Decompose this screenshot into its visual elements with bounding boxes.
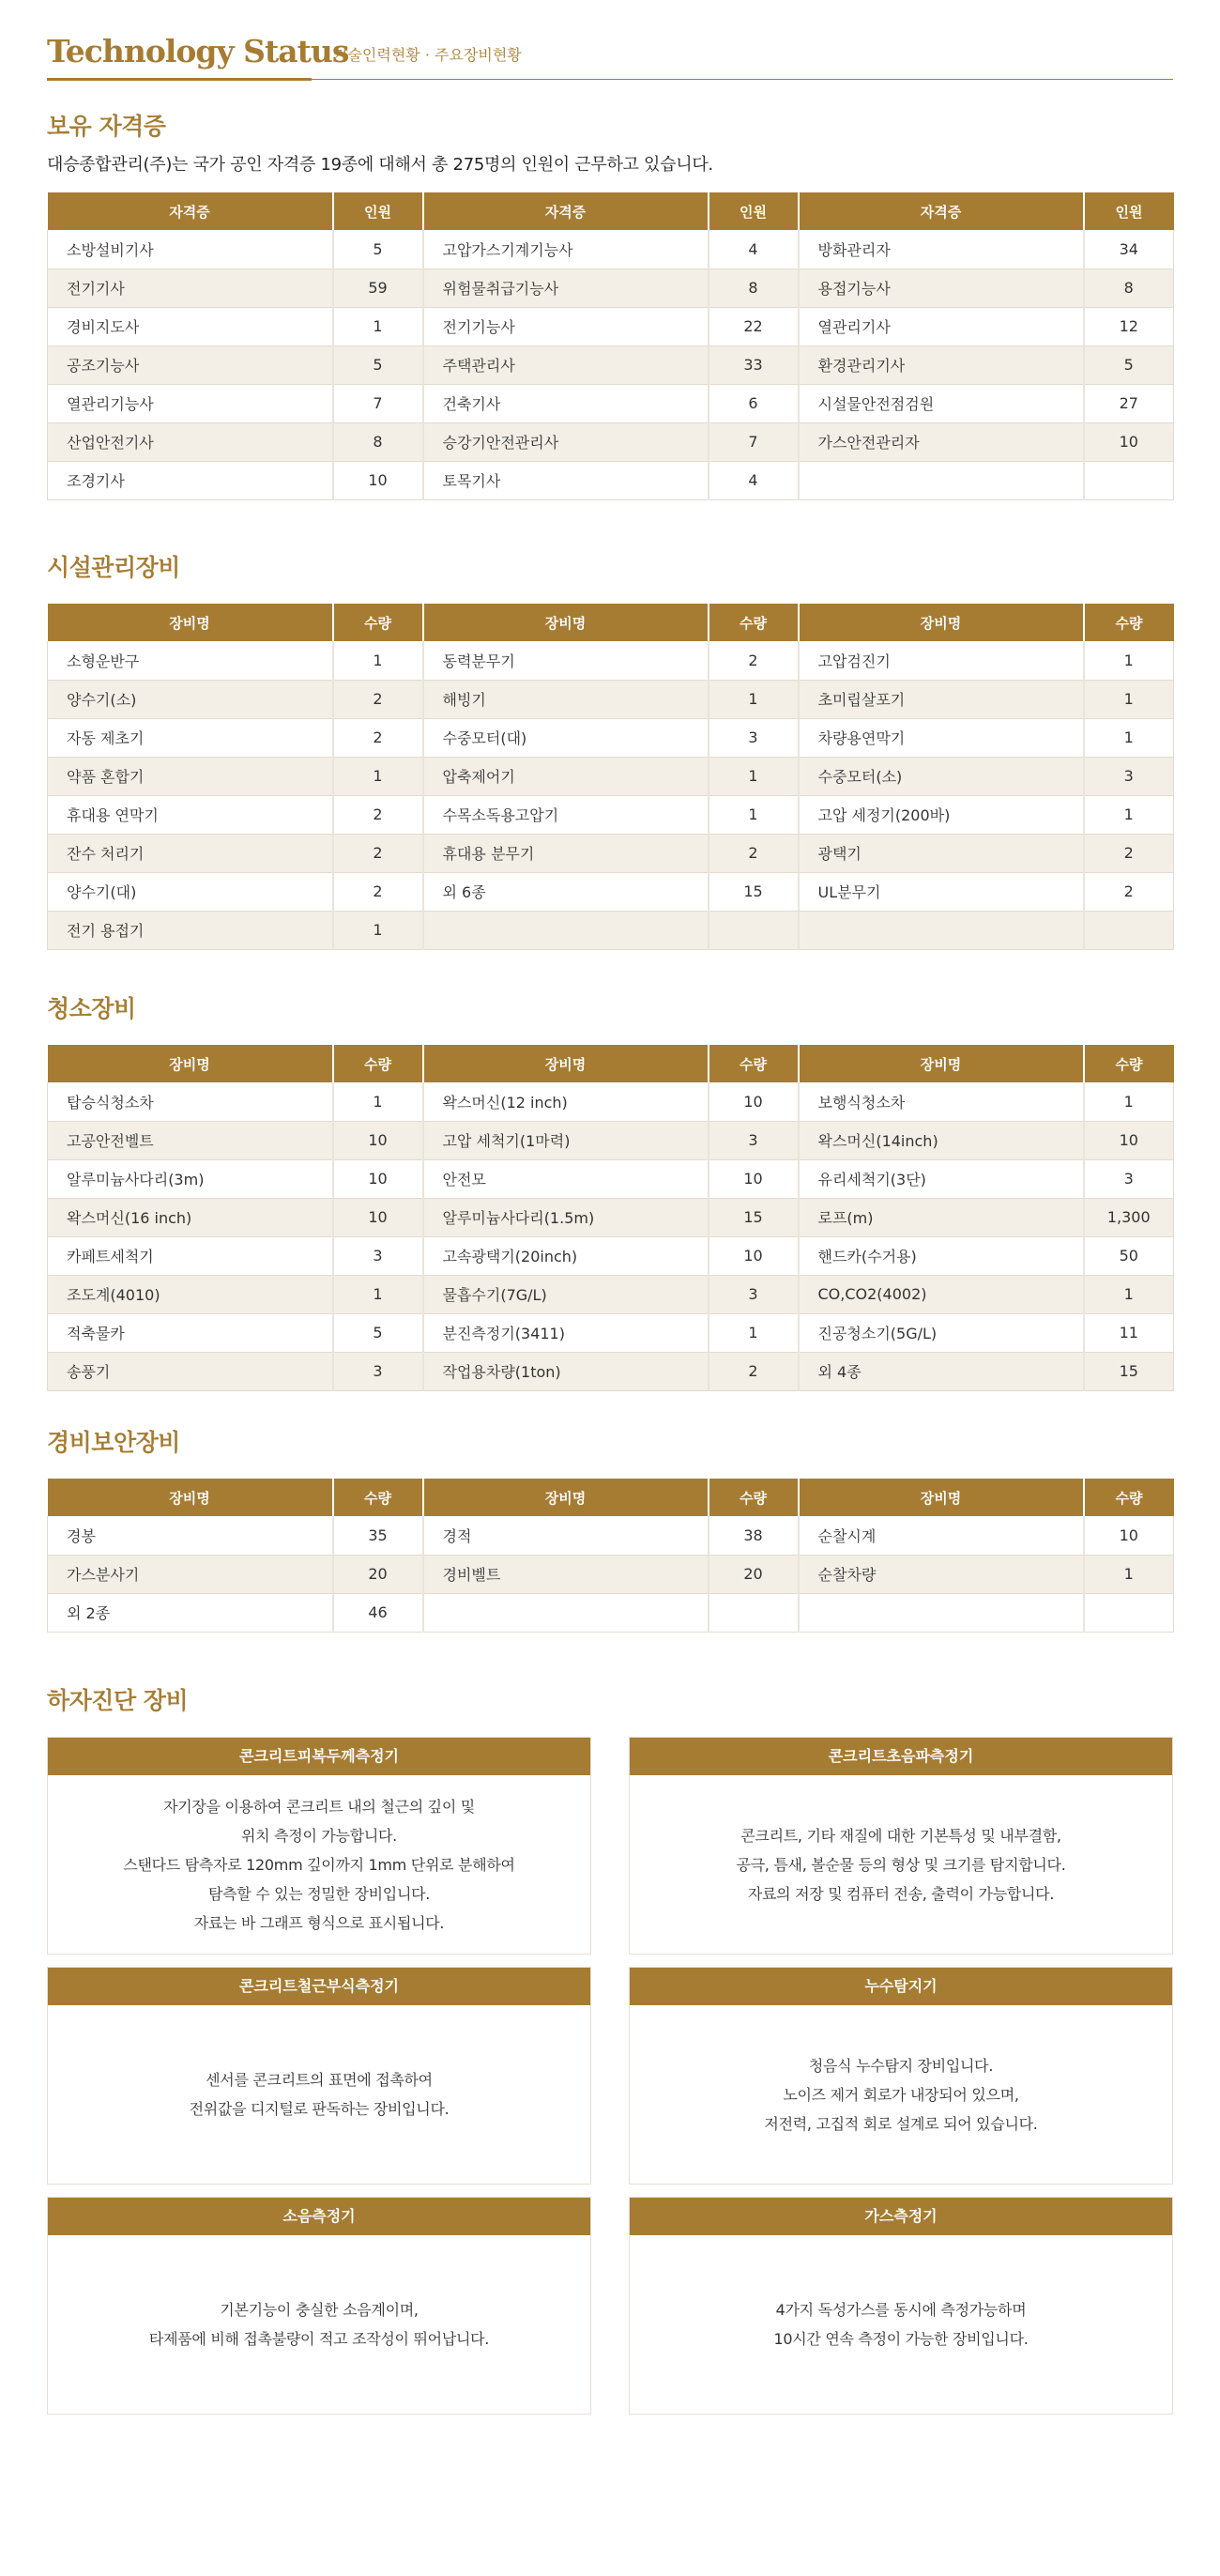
item-name-cell: 조도계(4010) <box>48 1275 333 1313</box>
column-header-name: 장비명 <box>799 1045 1084 1082</box>
card-text-line: 공극, 틈새, 볼순물 등의 형상 및 크기를 탐지합니다. <box>736 1855 1066 1874</box>
column-header-name: 자격증 <box>423 192 709 230</box>
table-row <box>48 422 1174 461</box>
item-count-cell: 5 <box>1084 345 1174 384</box>
item-name-cell: 소방설비기사 <box>48 230 333 268</box>
table-row <box>48 1275 1174 1313</box>
item-count-cell: 1 <box>1084 1555 1174 1593</box>
item-name-cell: 알루미늄사다리(1.5m) <box>423 1198 709 1236</box>
item-count-cell: 3 <box>709 1275 799 1313</box>
item-count-cell: 8 <box>1084 268 1174 307</box>
cert-section <box>47 108 1173 500</box>
column-header-count: 수량 <box>333 604 423 641</box>
table-row <box>48 1555 1174 1593</box>
diagnosis-card <box>629 2197 1173 2415</box>
item-name-cell: 압축제어기 <box>423 757 709 795</box>
item-name-cell: 수중모터(소) <box>799 757 1084 795</box>
item-count-cell: 2 <box>709 641 799 680</box>
card-title: 가스측정기 <box>630 2198 1172 2235</box>
item-count-cell: 5 <box>333 345 423 384</box>
item-name-cell: 로프(m) <box>799 1198 1084 1236</box>
diagnosis-card <box>629 1737 1173 1955</box>
item-count-cell: 2 <box>333 718 423 757</box>
table-row <box>48 345 1174 384</box>
item-name-cell: 고압 세정기(200바) <box>799 795 1084 834</box>
diagnosis-card <box>47 2197 591 2415</box>
page-subtitle: 기술인력현황 · 주요장비현황 <box>333 46 522 64</box>
table-row <box>48 461 1174 499</box>
item-name-cell: 고압 세척기(1마력) <box>423 1121 709 1159</box>
card-text-line: 센서를 콘크리트의 표면에 접촉하여 <box>206 2071 433 2089</box>
column-header-name: 장비명 <box>423 1045 709 1082</box>
card-title: 누수탐지기 <box>630 1968 1172 2005</box>
table-row <box>48 872 1174 911</box>
item-name-cell: 전기 용접기 <box>48 911 333 949</box>
section-title: 청소장비 <box>47 995 136 1022</box>
table-row <box>48 1516 1174 1555</box>
item-count-cell: 2 <box>1084 872 1174 911</box>
table-row <box>48 641 1174 680</box>
facility-table <box>47 604 1174 950</box>
facility-section <box>47 549 1173 950</box>
item-count-cell: 35 <box>333 1516 423 1555</box>
item-name-cell: 소형운반구 <box>48 641 333 680</box>
item-name-cell: 탑승식청소차 <box>48 1082 333 1121</box>
table-row <box>48 1159 1174 1198</box>
card-text-line: 자기장을 이용하여 콘크리트 내의 철근의 깊이 및 <box>163 1797 475 1816</box>
item-count-cell: 10 <box>1084 422 1174 461</box>
item-count-cell: 20 <box>709 1555 799 1593</box>
item-name-cell: 경적 <box>423 1516 709 1555</box>
item-count-cell: 10 <box>1084 1516 1174 1555</box>
item-name-cell: 안전모 <box>423 1159 709 1198</box>
card-text-line: 타제품에 비해 접촉불량이 적고 조작성이 뛰어납니다. <box>148 2330 490 2348</box>
item-name-cell: 토목기사 <box>423 461 709 499</box>
item-count-cell: 8 <box>333 422 423 461</box>
item-count-cell: 1 <box>709 757 799 795</box>
card-body <box>630 2235 1172 2414</box>
item-name-cell: 잔수 처리기 <box>48 834 333 872</box>
item-name-cell: 경비벨트 <box>423 1555 709 1593</box>
table-row <box>48 1198 1174 1236</box>
column-header-name: 장비명 <box>48 1479 333 1516</box>
item-count-cell: 1 <box>333 1275 423 1313</box>
item-name-cell: 수목소독용고압기 <box>423 795 709 834</box>
item-count-cell <box>1084 911 1174 949</box>
item-count-cell: 1 <box>1084 718 1174 757</box>
item-name-cell: 주택관리사 <box>423 345 709 384</box>
item-name-cell: 외 4종 <box>799 1352 1084 1390</box>
item-count-cell: 5 <box>333 230 423 268</box>
title-underline <box>47 78 312 81</box>
item-name-cell: 용접기능사 <box>799 268 1084 307</box>
item-count-cell: 1 <box>709 680 799 718</box>
item-count-cell: 46 <box>333 1593 423 1632</box>
item-name-cell: 가스안전관리자 <box>799 422 1084 461</box>
item-count-cell: 6 <box>709 384 799 422</box>
item-count-cell: 1 <box>333 911 423 949</box>
diagnosis-card <box>47 1737 591 1955</box>
card-text-line: 스탠다드 탐측자로 120mm 깊이까지 1mm 단위로 분해하여 <box>123 1855 515 1874</box>
table-row <box>48 1313 1174 1352</box>
item-count-cell: 10 <box>333 461 423 499</box>
table-header-row <box>48 1479 1174 1516</box>
item-count-cell: 7 <box>709 422 799 461</box>
item-name-cell: 휴대용 분무기 <box>423 834 709 872</box>
item-count-cell: 7 <box>333 384 423 422</box>
item-count-cell: 10 <box>709 1082 799 1121</box>
column-header-name: 장비명 <box>423 1479 709 1516</box>
card-body <box>48 1775 590 1954</box>
item-count-cell: 38 <box>709 1516 799 1555</box>
item-count-cell: 10 <box>1084 1121 1174 1159</box>
security-table <box>47 1479 1174 1633</box>
item-name-cell: 전기기능사 <box>423 307 709 345</box>
item-name-cell: 동력분무기 <box>423 641 709 680</box>
cleaning-table <box>47 1045 1174 1391</box>
card-title: 콘크리트철근부식측정기 <box>48 1968 590 2005</box>
item-count-cell: 1 <box>709 795 799 834</box>
item-count-cell: 34 <box>1084 230 1174 268</box>
item-count-cell: 10 <box>333 1198 423 1236</box>
column-header-name: 자격증 <box>48 192 333 230</box>
item-count-cell: 1 <box>1084 1275 1174 1313</box>
item-name-cell: 왁스머신(16 inch) <box>48 1198 333 1236</box>
page-title: Technology Status <box>47 33 349 69</box>
table-row <box>48 718 1174 757</box>
item-count-cell: 2 <box>333 680 423 718</box>
item-name-cell: 열관리기사 <box>799 307 1084 345</box>
item-count-cell: 5 <box>333 1313 423 1352</box>
item-count-cell: 15 <box>709 872 799 911</box>
item-name-cell: 왁스머신(12 inch) <box>423 1082 709 1121</box>
section-description: 대승종합관리(주)는 국가 공인 자격증 19종에 대해서 총 275명의 인원이 근무하고 있습니다. <box>47 155 713 175</box>
item-name-cell: 양수기(대) <box>48 872 333 911</box>
diagnosis-card <box>629 1967 1173 2185</box>
table-row <box>48 1352 1174 1390</box>
item-name-cell: 작업용차량(1ton) <box>423 1352 709 1390</box>
column-header-count: 인원 <box>1084 192 1174 230</box>
card-text-line: 4가지 독성가스를 동시에 측정가능하며 <box>775 2301 1027 2319</box>
item-name-cell: 유리세척기(3단) <box>799 1159 1084 1198</box>
item-name-cell: 분진측정기(3411) <box>423 1313 709 1352</box>
item-count-cell: 20 <box>333 1555 423 1593</box>
column-header-count: 수량 <box>1084 604 1174 641</box>
table-row <box>48 230 1174 268</box>
item-name-cell: 차량용연막기 <box>799 718 1084 757</box>
item-count-cell: 59 <box>333 268 423 307</box>
item-name-cell: 열관리기능사 <box>48 384 333 422</box>
item-count-cell: 22 <box>709 307 799 345</box>
item-name-cell <box>423 911 709 949</box>
column-header-count: 수량 <box>333 1479 423 1516</box>
item-count-cell: 1 <box>333 307 423 345</box>
table-row <box>48 795 1174 834</box>
column-header-count: 인원 <box>333 192 423 230</box>
item-name-cell: 경봉 <box>48 1516 333 1555</box>
item-name-cell: 방화관리자 <box>799 230 1084 268</box>
item-name-cell: 전기기사 <box>48 268 333 307</box>
item-count-cell: 4 <box>709 461 799 499</box>
card-text-line: 자료는 바 그래프 형식으로 표시됩니다. <box>193 1913 445 1932</box>
item-name-cell: 산업안전기사 <box>48 422 333 461</box>
item-count-cell <box>1084 461 1174 499</box>
item-count-cell <box>709 911 799 949</box>
diagnosis-card <box>47 1967 591 2185</box>
item-count-cell: 1,300 <box>1084 1198 1174 1236</box>
card-body <box>630 2005 1172 2184</box>
item-name-cell: 보행식청소차 <box>799 1082 1084 1121</box>
section-title: 보유 자격증 <box>47 113 166 140</box>
item-name-cell <box>799 461 1084 499</box>
column-header-count: 수량 <box>709 604 799 641</box>
item-count-cell: 2 <box>333 834 423 872</box>
security-section <box>47 1424 1173 1633</box>
item-name-cell: 수중모터(대) <box>423 718 709 757</box>
item-name-cell: 약품 혼합기 <box>48 757 333 795</box>
item-name-cell: 알루미늄사다리(3m) <box>48 1159 333 1198</box>
item-count-cell: 1 <box>1084 1082 1174 1121</box>
column-header-name: 장비명 <box>799 1479 1084 1516</box>
item-count-cell: 33 <box>709 345 799 384</box>
item-count-cell: 12 <box>1084 307 1174 345</box>
card-body <box>48 2005 590 2184</box>
item-count-cell: 3 <box>709 718 799 757</box>
column-header-name: 장비명 <box>48 1045 333 1082</box>
table-header-row <box>48 1045 1174 1082</box>
table-row <box>48 834 1174 872</box>
item-name-cell: 카페트세척기 <box>48 1236 333 1275</box>
item-name-cell: 순찰차량 <box>799 1555 1084 1593</box>
column-header-count: 수량 <box>709 1479 799 1516</box>
card-text-line: 노이즈 제거 회로가 내장되어 있으며, <box>783 2085 1019 2104</box>
column-header-count: 수량 <box>1084 1045 1174 1082</box>
item-count-cell: 1 <box>1084 641 1174 680</box>
page-header <box>47 28 1173 80</box>
item-name-cell: 고압검진기 <box>799 641 1084 680</box>
table-row <box>48 268 1174 307</box>
item-name-cell: 외 6종 <box>423 872 709 911</box>
card-body <box>630 1775 1172 1954</box>
table-row <box>48 911 1174 949</box>
diagnosis-section <box>47 1682 1173 1716</box>
item-count-cell: 2 <box>709 834 799 872</box>
card-body <box>48 2235 590 2414</box>
item-name-cell: 가스분사기 <box>48 1555 333 1593</box>
card-text-line: 저전력, 고집적 회로 설계로 되어 있습니다. <box>764 2114 1038 2133</box>
column-header-count: 인원 <box>709 192 799 230</box>
item-count-cell: 2 <box>333 795 423 834</box>
table-row <box>48 384 1174 422</box>
section-title: 경비보안장비 <box>47 1429 180 1456</box>
item-count-cell: 1 <box>1084 795 1174 834</box>
item-name-cell: 고압가스기계기능사 <box>423 230 709 268</box>
item-count-cell: 27 <box>1084 384 1174 422</box>
column-header-count: 수량 <box>709 1045 799 1082</box>
item-name-cell <box>799 1593 1084 1632</box>
section-title: 하자진단 장비 <box>47 1687 189 1714</box>
item-count-cell: 3 <box>1084 757 1174 795</box>
item-count-cell: 50 <box>1084 1236 1174 1275</box>
item-count-cell: 1 <box>1084 680 1174 718</box>
item-count-cell: 15 <box>709 1198 799 1236</box>
item-name-cell: 초미립살포기 <box>799 680 1084 718</box>
item-name-cell: 적축물카 <box>48 1313 333 1352</box>
item-count-cell: 8 <box>709 268 799 307</box>
item-count-cell: 10 <box>709 1236 799 1275</box>
item-name-cell: 고속광택기(20inch) <box>423 1236 709 1275</box>
item-name-cell: 환경관리기사 <box>799 345 1084 384</box>
item-name-cell: 해빙기 <box>423 680 709 718</box>
card-title: 콘크리트피복두께측정기 <box>48 1738 590 1775</box>
item-count-cell: 10 <box>333 1121 423 1159</box>
item-name-cell <box>423 1593 709 1632</box>
table-row <box>48 680 1174 718</box>
item-count-cell: 1 <box>333 1082 423 1121</box>
cert-table <box>47 192 1174 500</box>
item-count-cell: 2 <box>709 1352 799 1390</box>
item-name-cell: 승강기안전관리사 <box>423 422 709 461</box>
section-title: 시설관리장비 <box>47 554 180 581</box>
item-name-cell: 핸드카(수거용) <box>799 1236 1084 1275</box>
table-row <box>48 757 1174 795</box>
item-count-cell <box>709 1593 799 1632</box>
item-name-cell: 물흡수기(7G/L) <box>423 1275 709 1313</box>
item-name-cell: 송풍기 <box>48 1352 333 1390</box>
table-row <box>48 1082 1174 1121</box>
item-count-cell: 1 <box>333 641 423 680</box>
column-header-count: 수량 <box>333 1045 423 1082</box>
table-row <box>48 1121 1174 1159</box>
item-name-cell: 양수기(소) <box>48 680 333 718</box>
item-name-cell: 자동 제초기 <box>48 718 333 757</box>
column-header-name: 자격증 <box>799 192 1084 230</box>
item-name-cell: 건축기사 <box>423 384 709 422</box>
item-count-cell: 15 <box>1084 1352 1174 1390</box>
column-header-name: 장비명 <box>423 604 709 641</box>
cleaning-section <box>47 990 1173 1391</box>
table-header-row <box>48 192 1174 230</box>
item-name-cell: 진공청소기(5G/L) <box>799 1313 1084 1352</box>
item-name-cell: 광택기 <box>799 834 1084 872</box>
column-header-name: 장비명 <box>799 604 1084 641</box>
item-count-cell: 10 <box>333 1159 423 1198</box>
item-name-cell: 고공안전벨트 <box>48 1121 333 1159</box>
card-title: 소음측정기 <box>48 2198 590 2235</box>
card-text-line: 콘크리트, 기타 재질에 대한 기본특성 및 내부결함, <box>740 1826 1061 1845</box>
item-count-cell: 4 <box>709 230 799 268</box>
item-count-cell: 10 <box>709 1159 799 1198</box>
column-header-name: 장비명 <box>48 604 333 641</box>
item-count-cell: 2 <box>1084 834 1174 872</box>
item-name-cell: 시설물안전점검원 <box>799 384 1084 422</box>
item-count-cell <box>1084 1593 1174 1632</box>
item-name-cell: 경비지도사 <box>48 307 333 345</box>
item-name-cell: 순찰시계 <box>799 1516 1084 1555</box>
item-count-cell: 1 <box>333 757 423 795</box>
item-name-cell: CO,CO2(4002) <box>799 1275 1084 1313</box>
item-name-cell: 위험물취급기능사 <box>423 268 709 307</box>
item-count-cell: 3 <box>333 1352 423 1390</box>
page-wrapper <box>47 28 1173 2348</box>
table-row <box>48 1593 1174 1632</box>
item-name-cell: 조경기사 <box>48 461 333 499</box>
card-text-line: 탐측할 수 있는 정밀한 장비입니다. <box>207 1884 431 1903</box>
card-text-line: 청음식 누수탐지 장비입니다. <box>808 2056 994 2075</box>
card-text-line: 10시간 연속 측정이 가능한 장비입니다. <box>773 2330 1029 2348</box>
item-count-cell: 2 <box>333 872 423 911</box>
card-text-line: 자료의 저장 및 컴퓨터 전송, 출력이 가능합니다. <box>747 1884 1055 1903</box>
card-text-line: 전위값을 디지털로 판독하는 장비입니다. <box>189 2100 450 2118</box>
table-header-row <box>48 604 1174 641</box>
table-row <box>48 307 1174 345</box>
column-header-count: 수량 <box>1084 1479 1174 1516</box>
item-count-cell: 3 <box>1084 1159 1174 1198</box>
item-name-cell: 왁스머신(14inch) <box>799 1121 1084 1159</box>
table-row <box>48 1236 1174 1275</box>
item-name-cell: 공조기능사 <box>48 345 333 384</box>
item-name-cell: 휴대용 연막기 <box>48 795 333 834</box>
item-count-cell: 11 <box>1084 1313 1174 1352</box>
item-count-cell: 1 <box>709 1313 799 1352</box>
item-name-cell: UL분무기 <box>799 872 1084 911</box>
card-text-line: 기본기능이 충실한 소음계이며, <box>220 2301 419 2319</box>
item-count-cell: 3 <box>709 1121 799 1159</box>
item-name-cell <box>799 911 1084 949</box>
item-name-cell: 외 2종 <box>48 1593 333 1632</box>
card-text-line: 위치 측정이 가능합니다. <box>241 1826 397 1845</box>
card-title: 콘크리트초음파측정기 <box>630 1738 1172 1775</box>
item-count-cell: 3 <box>333 1236 423 1275</box>
